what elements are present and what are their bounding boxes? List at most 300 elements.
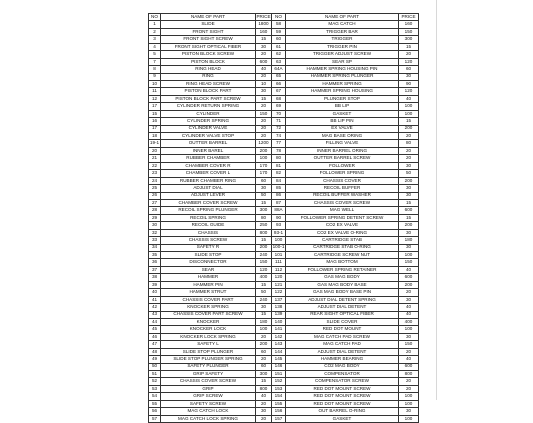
part-price: 50: [256, 192, 272, 199]
part-number-right: 58: [272, 21, 286, 28]
part-name-right: CARTRIDGE STAB O-RING: [286, 244, 399, 251]
part-price-right: 800: [399, 371, 419, 378]
part-name-right: FOLLOWER SPRING: [286, 170, 399, 177]
part-price: 200: [256, 147, 272, 154]
table-row: [149, 36, 419, 43]
part-number: 19-1: [149, 140, 161, 147]
part-number: 15: [149, 110, 161, 117]
part-price-right: 30: [399, 73, 419, 80]
part-number-right: 68: [272, 95, 286, 102]
table-row: [149, 192, 419, 199]
part-price: 150: [256, 110, 272, 117]
part-price-right: 15: [399, 199, 419, 206]
part-price-right: 90: [399, 80, 419, 87]
part-number-right: 60: [272, 36, 286, 43]
part-number-right: 152: [272, 378, 286, 385]
part-name: GRIP: [161, 385, 256, 392]
part-name-right: TRIGGER ADJUST SCREW: [286, 51, 399, 58]
table-row: [149, 207, 419, 214]
part-price: 15: [256, 95, 272, 102]
part-price: 10: [256, 80, 272, 87]
parts-price-table: [148, 13, 419, 423]
part-number-right: 84: [272, 177, 286, 184]
part-number-right: 87: [272, 199, 286, 206]
part-name-right: CARTRIDGE STAB: [286, 237, 399, 244]
table-row: [149, 73, 419, 80]
part-price-right: 160: [399, 21, 419, 28]
part-name-right: RECOIL BUFFER: [286, 185, 399, 192]
part-number: 35: [149, 252, 161, 259]
part-name: CYLINDER SPRING: [161, 118, 256, 125]
part-price-right: 40: [399, 311, 419, 318]
part-number: 37: [149, 266, 161, 273]
part-number: 28: [149, 207, 161, 214]
part-number: 53: [149, 385, 161, 392]
part-name-right: BB LIP PIN: [286, 118, 399, 125]
part-price-right: 20: [399, 147, 419, 154]
table-row: [149, 356, 419, 363]
part-number: 40: [149, 289, 161, 296]
part-price: 120: [256, 266, 272, 273]
part-number-right: 137: [272, 296, 286, 303]
part-name: SLIDE STOP PLUNGER: [161, 348, 256, 355]
part-number: 33: [149, 237, 161, 244]
table-row: [149, 214, 419, 221]
part-number: 25: [149, 185, 161, 192]
part-number: 22: [149, 162, 161, 169]
part-name: SLIDE: [161, 21, 256, 28]
part-price: 170: [256, 162, 272, 169]
part-name: HAMMER STRUT: [161, 289, 256, 296]
part-number: 18: [149, 133, 161, 140]
part-name: MAG CATCH LOCK: [161, 408, 256, 415]
part-price-right: 100: [399, 415, 419, 422]
part-name-right: MAG BOTTOM: [286, 259, 399, 266]
part-name: MAG CATCH LOCK SPRING: [161, 415, 256, 422]
part-number: 34: [149, 244, 161, 251]
part-number: 4: [149, 43, 161, 50]
part-price-right: 600: [399, 207, 419, 214]
part-price-right: 200: [399, 222, 419, 229]
part-price: 240: [256, 252, 272, 259]
part-number: 11: [149, 88, 161, 95]
table-row: [149, 66, 419, 73]
table-row: [149, 80, 419, 87]
part-name: PISTON BLOCK SCREW: [161, 51, 256, 58]
part-name: GRIP SCREW: [161, 393, 256, 400]
part-price: 15: [256, 378, 272, 385]
part-price-right: 150: [399, 28, 419, 35]
part-price-right: 40: [399, 356, 419, 363]
part-name-right: TRIGGER: [286, 36, 399, 43]
part-number-right: 71: [272, 118, 286, 125]
part-price: 60: [256, 348, 272, 355]
part-number-right: 157: [272, 415, 286, 422]
part-number-right: 145: [272, 356, 286, 363]
part-price-right: 20: [399, 289, 419, 296]
part-number-right: 64A: [272, 66, 286, 73]
table-row: [149, 304, 419, 311]
part-number: 46: [149, 333, 161, 340]
part-price-right: 100: [399, 110, 419, 117]
part-name-right: CO2 EX VALVE: [286, 222, 399, 229]
table-row: [149, 244, 419, 251]
part-number-right: 61: [272, 43, 286, 50]
part-name-right: MAG WELL: [286, 207, 399, 214]
part-price-right: 30: [399, 162, 419, 169]
part-number-right: 112: [272, 266, 286, 273]
part-number: 50: [149, 363, 161, 370]
table-row: [149, 289, 419, 296]
part-price: 600: [256, 58, 272, 65]
part-number: 24: [149, 177, 161, 184]
part-price-right: 15: [399, 118, 419, 125]
part-price: 1800: [256, 21, 272, 28]
part-number: 9: [149, 73, 161, 80]
part-number: 7: [149, 58, 161, 65]
part-price: 20: [256, 133, 272, 140]
part-number-right: 74: [272, 133, 286, 140]
part-name-right: GAS MAG BODY BASE PIN: [286, 289, 399, 296]
table-row: [149, 162, 419, 169]
header-no-right: NO: [272, 14, 286, 21]
table-row: [149, 199, 419, 206]
part-number: 21: [149, 155, 161, 162]
part-name: KNOCKER LOCK: [161, 326, 256, 333]
part-name: SLIDE STOP: [161, 252, 256, 259]
part-name-right: FOLLOWER SPRING RETAINER: [286, 266, 399, 273]
part-number-right: 153: [272, 385, 286, 392]
part-number-right: 62: [272, 51, 286, 58]
header-price-right: PRICE: [399, 14, 419, 21]
part-name-right: HAMMER BEARING: [286, 356, 399, 363]
part-name: KNOCKER SPRING: [161, 304, 256, 311]
table-row: [149, 266, 419, 273]
part-number-right: 80: [272, 155, 286, 162]
part-name: SAFETY L: [161, 341, 256, 348]
part-price: 400: [256, 274, 272, 281]
table-header-row: [149, 14, 419, 21]
part-price: 20: [256, 51, 272, 58]
table-row: [149, 415, 419, 422]
part-price-right: 120: [399, 88, 419, 95]
part-name: GRIP SAFETY: [161, 371, 256, 378]
table-row: [149, 281, 419, 288]
part-price: 200: [256, 341, 272, 348]
part-price: 30: [256, 304, 272, 311]
part-number-right: 67: [272, 88, 286, 95]
table-row: [149, 155, 419, 162]
table-row: [149, 58, 419, 65]
part-price-right: 30: [399, 296, 419, 303]
table-row: [149, 88, 419, 95]
table-row: [149, 222, 419, 229]
part-price-right: 20: [399, 378, 419, 385]
part-name: CHAMBER COVER SCREW: [161, 199, 256, 206]
table-row: [149, 21, 419, 28]
part-price: 30: [256, 408, 272, 415]
part-name: SLIDE STOP PLUNGER SPRING: [161, 356, 256, 363]
part-number-right: 93: [272, 222, 286, 229]
table-row: [149, 311, 419, 318]
part-number-right: 77: [272, 140, 286, 147]
part-price: 800: [256, 229, 272, 236]
part-number-right: 144: [272, 348, 286, 355]
part-price-right: 20: [399, 133, 419, 140]
part-name: SAFETY SCREW: [161, 400, 256, 407]
table-row: [149, 43, 419, 50]
part-name: RUBBER CHAMBER: [161, 155, 256, 162]
part-number-right: 90: [272, 214, 286, 221]
part-number-right: 151: [272, 371, 286, 378]
part-price-right: 30: [399, 408, 419, 415]
part-name-right: HAMMER SPRING HOUSING PIN: [286, 66, 399, 73]
part-name: SAFETY R: [161, 244, 256, 251]
part-number: 43: [149, 311, 161, 318]
part-name: RING HEAD: [161, 66, 256, 73]
part-name-right: MAG CATCH: [286, 21, 399, 28]
part-price-right: 150: [399, 259, 419, 266]
table-row: [149, 103, 419, 110]
part-name-right: CO2 EX VALVE O-RING: [286, 229, 399, 236]
part-name: CYLINDER VALVE: [161, 125, 256, 132]
part-number: 36: [149, 259, 161, 266]
part-number-right: 120: [272, 274, 286, 281]
part-price-right: 30: [399, 244, 419, 251]
part-number-right: 101: [272, 252, 286, 259]
part-price: 800: [256, 385, 272, 392]
table-row: [149, 125, 419, 132]
part-price-right: 30: [399, 192, 419, 199]
part-price: 40: [256, 66, 272, 73]
table-row: [149, 147, 419, 154]
part-number: 20: [149, 147, 161, 154]
part-number-right: 121: [272, 281, 286, 288]
part-number: 29: [149, 214, 161, 221]
table-row: [149, 408, 419, 415]
table-row: [149, 385, 419, 392]
part-name: FRONT SIGHT OPTICAL FIBER: [161, 43, 256, 50]
part-name-right: ADJUST DIAL DETENT SPRING: [286, 296, 399, 303]
part-name-right: GAS MAG BODY BASE: [286, 281, 399, 288]
part-name: CYLINDER RETURN SPRING: [161, 103, 256, 110]
part-name: FRONT SIGHT: [161, 28, 256, 35]
part-name-right: PLUNGER STOP: [286, 95, 399, 102]
part-price-right: 40: [399, 266, 419, 273]
part-name: HAMMER: [161, 274, 256, 281]
part-number-right: 100: [272, 237, 286, 244]
part-number: 52: [149, 378, 161, 385]
part-name-right: CHASSIS COVER: [286, 177, 399, 184]
part-price-right: 15: [399, 43, 419, 50]
part-price-right: 200: [399, 125, 419, 132]
part-number-right: 65: [272, 73, 286, 80]
part-number: 32: [149, 229, 161, 236]
header-price: PRICE: [256, 14, 272, 21]
part-price-right: 20: [399, 51, 419, 58]
part-price-right: 30: [399, 229, 419, 236]
table-row: [149, 371, 419, 378]
part-price-right: 30: [399, 185, 419, 192]
part-number: 8: [149, 66, 161, 73]
part-name-right: REAR SIGHT OPTICAL FIBER: [286, 311, 399, 318]
part-name-right: RECOIL BUFFER WASHER: [286, 192, 399, 199]
part-number: 39: [149, 281, 161, 288]
part-number-right: 100-1: [272, 244, 286, 251]
part-number: 3: [149, 36, 161, 43]
part-price-right: 80: [399, 140, 419, 147]
part-price: 15: [256, 311, 272, 318]
part-name: RING HEAD SCREW: [161, 80, 256, 87]
part-number-right: 138: [272, 304, 286, 311]
part-price: 250: [256, 222, 272, 229]
part-number-right: 111: [272, 259, 286, 266]
part-number: 23: [149, 170, 161, 177]
part-number-right: 140: [272, 318, 286, 325]
part-number: 42: [149, 304, 161, 311]
part-price: 1200: [256, 140, 272, 147]
part-name-right: HAMMER SPRING PLUNGER: [286, 73, 399, 80]
part-number: 26: [149, 192, 161, 199]
part-price-right: 100: [399, 103, 419, 110]
part-name: CHASSIS SCREW: [161, 237, 256, 244]
table-row: [149, 393, 419, 400]
table-row: [149, 333, 419, 340]
part-price-right: 600: [399, 363, 419, 370]
table-row: [149, 95, 419, 102]
part-number: 16: [149, 118, 161, 125]
part-price: 20: [256, 103, 272, 110]
part-price: 60: [256, 363, 272, 370]
table-row: [149, 177, 419, 184]
part-number: 12: [149, 95, 161, 102]
part-name: PISTON BLOCK: [161, 58, 256, 65]
part-number: 17: [149, 103, 161, 110]
part-name: RING: [161, 73, 256, 80]
part-name-right: CO2 MAG BODY: [286, 363, 399, 370]
part-name-right: FOLLOWER: [286, 162, 399, 169]
part-price: 60: [256, 177, 272, 184]
table-row: [149, 185, 419, 192]
part-price: 170: [256, 170, 272, 177]
part-price-right: 600: [399, 274, 419, 281]
table-row: [149, 110, 419, 117]
part-number: 57: [149, 415, 161, 422]
part-name: CYLINDER VALVE STOP: [161, 133, 256, 140]
part-name: RECOIL GUIDE: [161, 222, 256, 229]
part-name-right: EX VALVE: [286, 125, 399, 132]
part-number: 30: [149, 222, 161, 229]
part-name: ADJUST LEVER: [161, 192, 256, 199]
part-price: 30: [256, 185, 272, 192]
header-no: NO: [149, 14, 161, 21]
part-price: 300: [256, 371, 272, 378]
part-name: OUTTER BARREL: [161, 140, 256, 147]
part-price-right: 200: [399, 177, 419, 184]
part-price: 100: [256, 155, 272, 162]
part-name-right: HAMMER SPRING: [286, 80, 399, 87]
part-price-right: 30: [399, 333, 419, 340]
part-price: 150: [256, 259, 272, 266]
part-number-right: 85: [272, 185, 286, 192]
part-name: ADJUST DIAL: [161, 185, 256, 192]
part-name-right: RED DOT MOUNT SCREW: [286, 400, 399, 407]
table-row: [149, 51, 419, 58]
part-name: PISTON BLOCK PART SCREW: [161, 95, 256, 102]
part-price-right: 20: [399, 385, 419, 392]
part-name: PISTON BLOCK PART: [161, 88, 256, 95]
part-price-right: 100: [399, 252, 419, 259]
table-row: [149, 341, 419, 348]
part-price: 15: [256, 199, 272, 206]
table-row: [149, 28, 419, 35]
part-price-right: 400: [399, 318, 419, 325]
part-name-right: GAS MAG BODY: [286, 274, 399, 281]
part-price: 30: [256, 43, 272, 50]
part-number-right: 142: [272, 333, 286, 340]
header-name: NAME OF PART: [161, 14, 256, 21]
part-name-right: MAG CATCH PAD: [286, 341, 399, 348]
part-number-right: 139: [272, 311, 286, 318]
part-name-right: CARTRIDGE SCREW NUT: [286, 252, 399, 259]
part-price-right: 50: [399, 170, 419, 177]
part-name-right: FOLLOWER SPRING DETENT SCREW: [286, 214, 399, 221]
part-price: 300: [256, 207, 272, 214]
part-price-right: 60: [399, 66, 419, 73]
table-row: [149, 118, 419, 125]
part-name: RUBBER CHAMBER RING: [161, 177, 256, 184]
table-row: [149, 296, 419, 303]
part-price-right: 150: [399, 341, 419, 348]
part-number: 48: [149, 348, 161, 355]
part-number: 56: [149, 408, 161, 415]
part-number-right: 88A: [272, 207, 286, 214]
part-price-right: 15: [399, 214, 419, 221]
table-row: [149, 229, 419, 236]
part-price-right: 180: [399, 237, 419, 244]
part-name: CHAMBER COVER R: [161, 162, 256, 169]
page-edge-divider: [436, 0, 437, 400]
part-price-right: 100: [399, 400, 419, 407]
part-name: KNOCKER LOCK SPRING: [161, 333, 256, 340]
part-name: CHAMBER COVER L: [161, 170, 256, 177]
part-name-right: ADJUST DIAL DETENT: [286, 304, 399, 311]
part-price: 20: [256, 118, 272, 125]
table-row: [149, 133, 419, 140]
part-price-right: 20: [399, 155, 419, 162]
header-name-right: NAME OF PART: [286, 14, 399, 21]
part-number: 41: [149, 296, 161, 303]
table-row: [149, 237, 419, 244]
part-name-right: CHASSIS COVER SCREW: [286, 199, 399, 206]
part-name-right: ADJUST DIAL DETENT: [286, 348, 399, 355]
part-price: 100: [256, 326, 272, 333]
part-name-right: RED DOT MOUNT SCREW: [286, 385, 399, 392]
part-price: 20: [256, 356, 272, 363]
part-number: 54: [149, 393, 161, 400]
part-number: 27: [149, 199, 161, 206]
part-price: 15: [256, 36, 272, 43]
part-number-right: 82: [272, 170, 286, 177]
part-name: DISCONNECTOR: [161, 259, 256, 266]
part-number: 17: [149, 125, 161, 132]
part-name: CHASSIS COVER SCREW: [161, 378, 256, 385]
part-name-right: TRIGGER BAR: [286, 28, 399, 35]
part-number-right: 69: [272, 103, 286, 110]
part-price-right: 120: [399, 58, 419, 65]
part-number: 10: [149, 80, 161, 87]
part-price-right: 40: [399, 304, 419, 311]
